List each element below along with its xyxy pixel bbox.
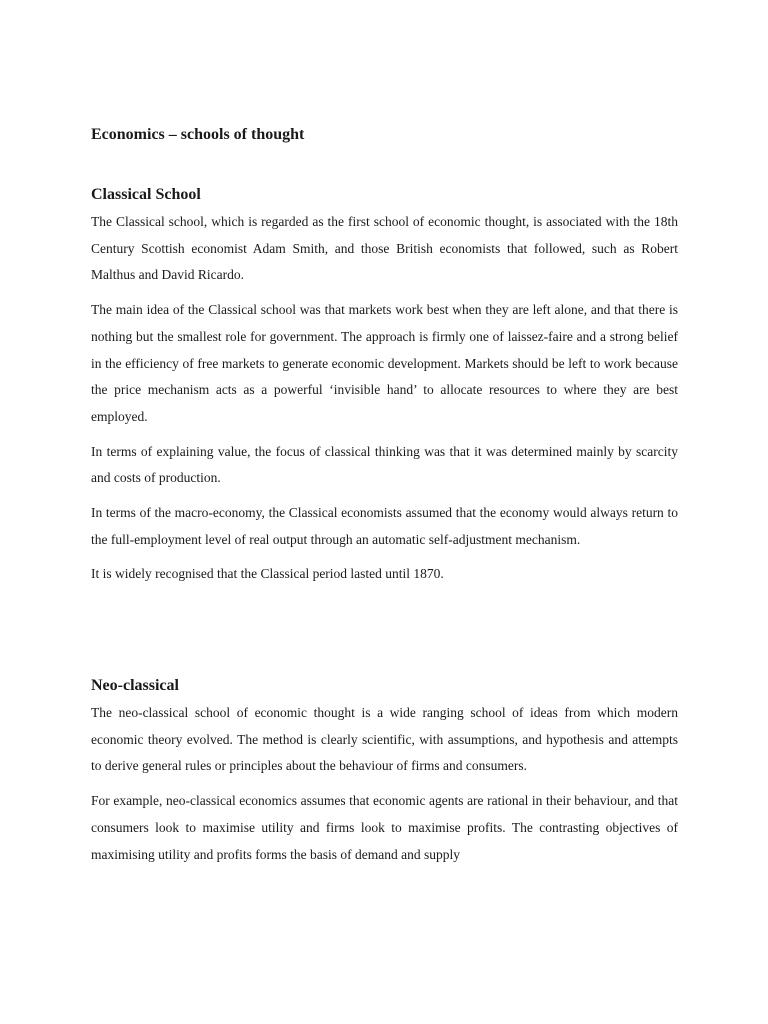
section-neo-classical [91, 676, 678, 876]
paragraph: The Classical school, which is regarded as the first school of economic thought, is associated with the 18th Century Scottish economist Adam Smith, and those British economists that followed, such as Robert Malthus and David Ricardo. [91, 214, 678, 283]
section-heading-neo-classical: Neo-classical [91, 677, 179, 694]
paragraph: The main idea of the Classical school was that markets work best when they are left alone, and that there is nothing but the smallest role for government. The approach is firmly one of laissez-faire and a strong belief in the efficiency of free markets to generate economic development. Markets should be left to work because the price mechanism acts as a powerful ‘invisible hand’ to allocate resources to where they are best employed. [91, 302, 678, 424]
section-heading-classical: Classical School [91, 186, 201, 203]
paragraph: In terms of the macro-economy, the Classical economists assumed that the economy would always return to the full-employment level of real output through an automatic self-adjustment mechanism. [91, 505, 678, 547]
paragraph: For example, neo-classical economics assumes that economic agents are rational in their behaviour, and that consumers look to maximise utility and firms look to maximise profits. The contrasting objectives of maximising utility and profits forms the basis of demand and supply [91, 793, 678, 862]
paragraph: In terms of explaining value, the focus of classical thinking was that it was determined mainly by scarcity and costs of production. [91, 443, 678, 486]
section-classical-school [91, 185, 678, 596]
paragraph: It is widely recognised that the Classical period lasted until 1870. [91, 566, 444, 582]
paragraph: The neo-classical school of economic thought is a wide ranging school of ideas from which modern economic theory evolved. The method is clearly scientific, with assumptions, and hypothesis and attempts to derive general rules or principles about the behaviour of firms and consumers. [91, 705, 678, 774]
document-title: Economics – schools of thought [91, 126, 305, 143]
